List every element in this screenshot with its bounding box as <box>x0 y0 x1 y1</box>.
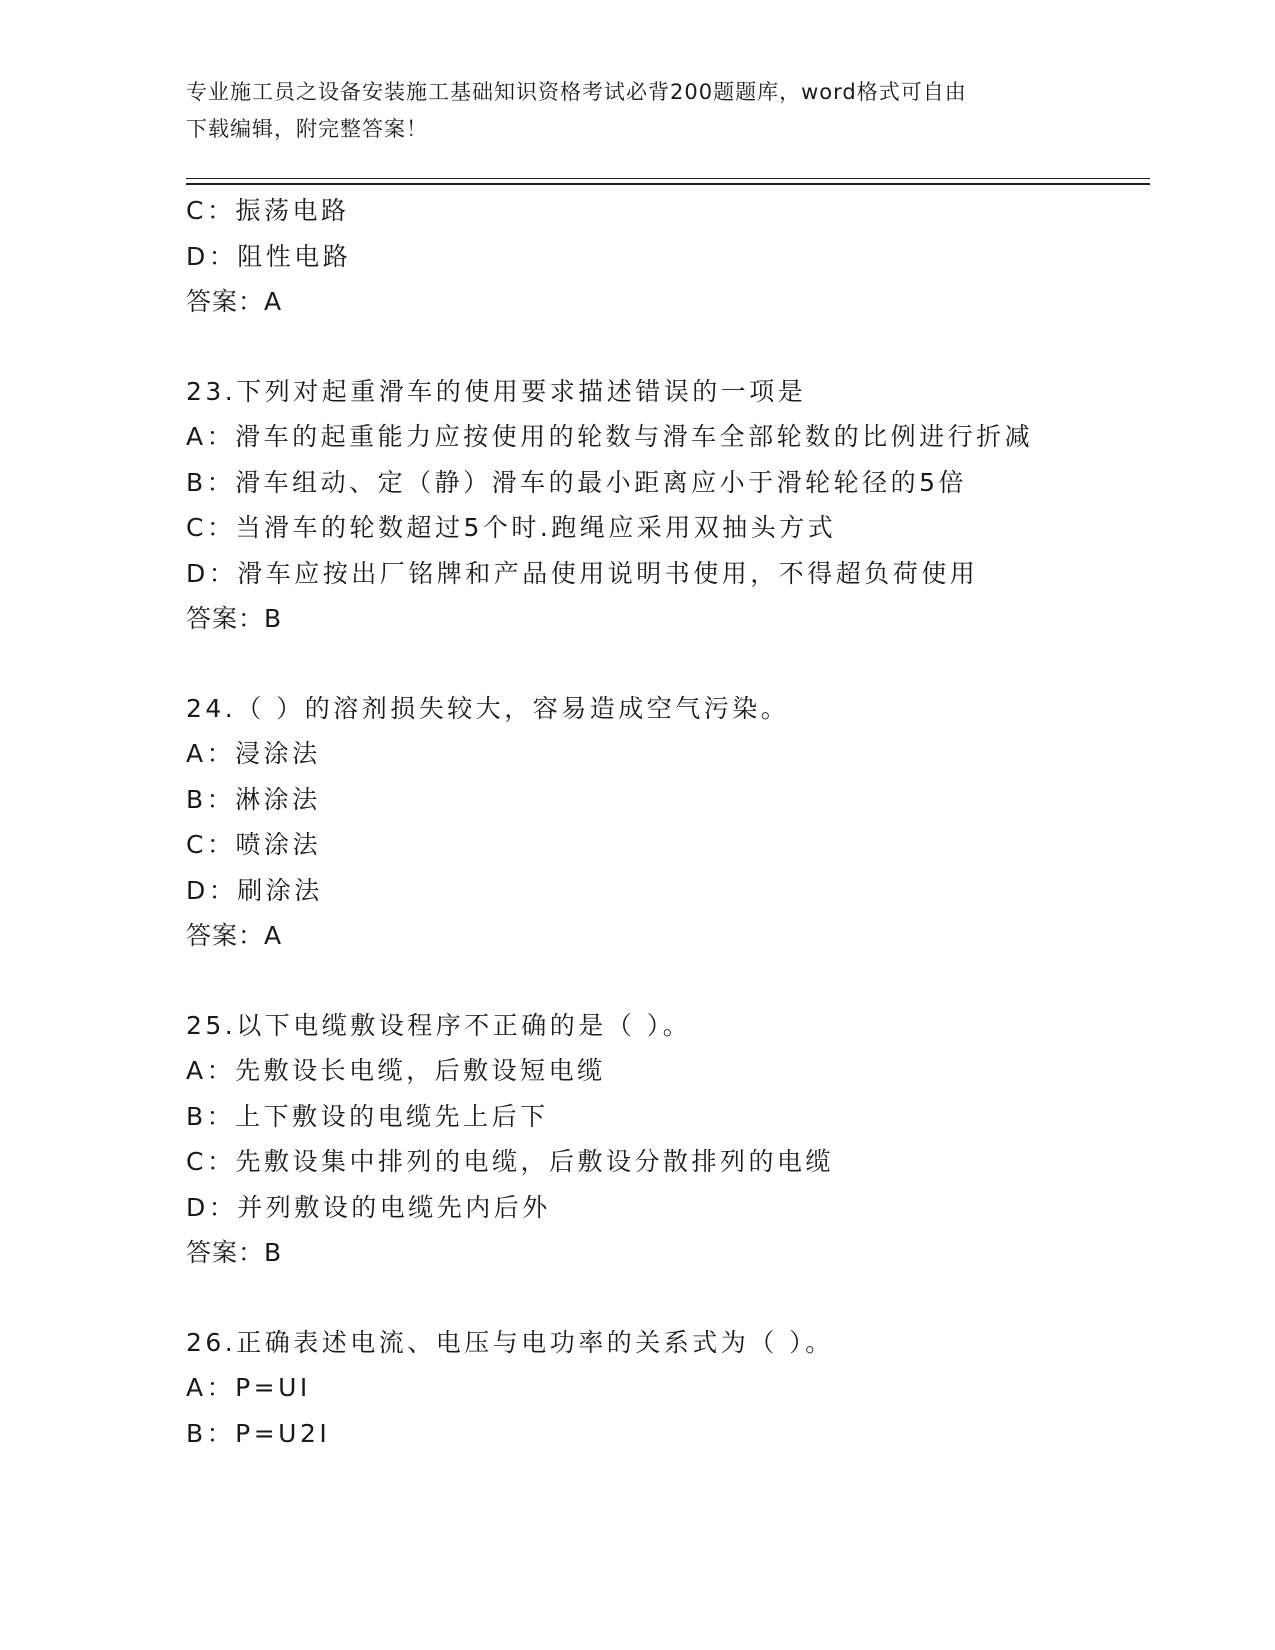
option-d: D：滑车应按出厂铭牌和产品使用说明书使用，不得超负荷使用 <box>186 558 979 588</box>
answer-text: 答案：A <box>186 287 283 316</box>
option-c: C：喷涂法 <box>186 830 321 859</box>
question-23 <box>186 369 1150 642</box>
answer-text: 答案：A <box>186 921 283 950</box>
answer-text: 答案：B <box>186 1238 283 1267</box>
header-line-2: 下载编辑，附完整答案！ <box>186 117 428 141</box>
option-d: D：刷涂法 <box>186 875 323 905</box>
option-a: A：浸涂法 <box>186 739 321 768</box>
option-b: B：淋涂法 <box>186 784 321 814</box>
question-26 <box>186 1320 1150 1457</box>
document-header <box>186 74 1066 148</box>
question-stem: 26.正确表述电流、电压与电功率的关系式为（ ）。 <box>186 1327 834 1357</box>
option-c: C：先敷设集中排列的电缆，后敷设分散排列的电缆 <box>186 1147 834 1176</box>
option-c: C：振荡电路 <box>186 196 350 225</box>
option-d: D：阻性电路 <box>186 241 352 271</box>
question-stem: 23.下列对起重滑车的使用要求描述错误的一项是 <box>186 376 807 406</box>
question-24 <box>186 686 1150 959</box>
option-a: A：滑车的起重能力应按使用的轮数与滑车全部轮数的比例进行折减 <box>186 422 1034 451</box>
option-c: C：当滑车的轮数超过5个时.跑绳应采用双抽头方式 <box>186 513 837 542</box>
option-b: B：上下敷设的电缆先上后下 <box>186 1101 549 1131</box>
question-stem: 25.以下电缆敷设程序不正确的是（ ）。 <box>186 1010 692 1040</box>
question-25 <box>186 1003 1150 1276</box>
option-d: D：并列敷设的电缆先内后外 <box>186 1192 551 1222</box>
header-divider-top <box>186 178 1150 179</box>
header-divider-bottom <box>186 183 1150 185</box>
option-a: A：P=UI <box>186 1373 311 1402</box>
question-list <box>186 188 1150 1456</box>
option-b: B：滑车组动、定（静）滑车的最小距离应小于滑轮轮径的5倍 <box>186 467 968 497</box>
option-b: B：P=U2I <box>186 1418 331 1448</box>
option-a: A：先敷设长电缆，后敷设短电缆 <box>186 1056 606 1085</box>
prev-question-tail <box>186 188 1150 325</box>
question-stem: 24.（ ）的溶剂损失较大，容易造成空气污染。 <box>186 693 790 723</box>
answer-text: 答案：B <box>186 604 283 633</box>
header-line-1: 专业施工员之设备安装施工基础知识资格考试必背200题题库，word格式可自由 <box>186 80 967 104</box>
